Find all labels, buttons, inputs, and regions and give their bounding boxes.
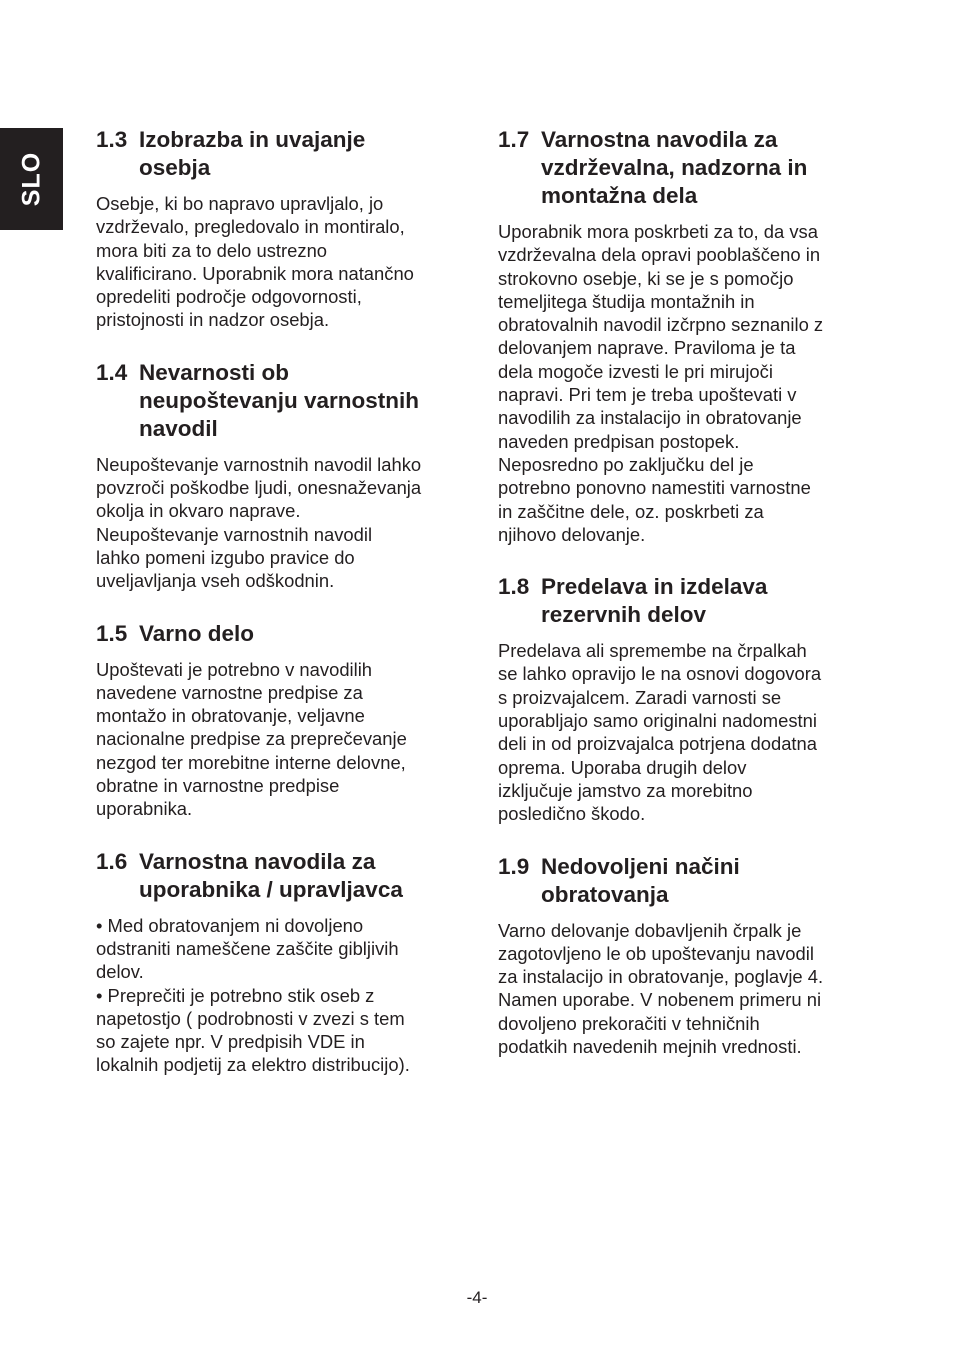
body-line: Uporabnik mora poskrbeti za to, da vsa [498,221,818,242]
title-line: osebja [139,155,211,180]
body-line: uveljavljanja vseh odškodnin. [96,570,335,592]
section-number: 1.5 [96,620,128,646]
body-line: strokovno osebje, ki se je s pomočjo [498,267,794,289]
body-line: napravi. Pri tem je treba upoštevati v [498,384,797,406]
title-line: Varnostna navodila za [139,848,376,874]
right-column [498,126,860,1085]
section-heading [498,126,860,210]
section-1-7 [498,126,860,546]
body-line: uporabljajo samo originalni nadomestni [498,710,817,732]
section-body [96,453,461,593]
body-line: lahko pomeni izgubo pravice do [96,546,355,568]
body-line: se lahko opravijo le na osnovi dogovora [498,663,822,685]
section-title [541,126,860,210]
section-heading [96,126,461,182]
section-body [498,220,860,546]
page-number: -4- [466,1288,488,1307]
title-line: neupoštevanju varnostnih [139,387,420,413]
body-line: izključuje jamstvo za morebitno [498,779,753,801]
body-line: pristojnosti in nadzor osebja. [96,309,330,331]
section-body [96,658,461,821]
body-line: navedene varnostne predpise za [96,681,363,703]
section-1-5 [96,620,461,821]
section-title [139,359,461,443]
body-line: dovoljeno prekoračiti v tehničnih [498,1012,760,1034]
body-line: montažo in obratovanje, veljavne [96,705,365,727]
body-line: obratne in varnostne predpise [96,775,340,797]
body-line: nezgod ter morebitne interne delovne, [96,751,406,773]
body-line: obratovalnih navodil izčrpno seznanilo z [498,314,824,336]
body-line: Upoštevati je potrebno v navodilih [96,658,373,680]
body-line: kvalificirano. Uporabnik mora natančno [96,262,414,284]
body-line: njihovo delovanje. [498,523,646,545]
body-line: opredeliti področje odgovornosti, [96,286,362,308]
body-line: vzdrževalo, pregledovalo in montiralo, [96,216,405,238]
title-line: rezervnih delov [541,602,707,628]
body-line: zagotovljeno le ob upoštevanju navodil [498,942,814,964]
section-title [541,573,860,629]
body-line: s proizvajalcem. Zaradi varnosti se [498,686,782,708]
section-heading [96,620,461,648]
body-line: Osebje, ki bo napravo upravljalo, jo [96,193,384,214]
body-line: Neupoštevanje varnostnih navodil [96,523,373,545]
section-body [96,192,461,332]
title-line: montažna dela [541,183,698,208]
body-line: deli in od proizvajalca potrjena dodatna [498,733,817,755]
title-line: obratovanja [541,881,669,907]
body-line: podatkih navedenih mejnih vrednosti. [498,1036,802,1058]
section-title [139,848,461,904]
body-line: potrebno ponovno namestiti varnostne [498,477,811,499]
language-tab-label: SLO [17,151,45,207]
title-line: vzdrževalna, nadzorna in [541,155,808,180]
body-line: za instalacijo in obratovanje, poglavje 4. [498,966,824,988]
section-1-9 [498,853,860,1059]
body-line: Varno delovanje dobavljenih črpalk je [498,919,802,941]
title-line: uporabnika / upravljavca [139,876,403,902]
section-heading [96,359,461,443]
section-1-6 [96,848,461,1077]
body-line: mora biti za to delo ustrezno [96,239,328,261]
left-column [96,126,461,1104]
title-line: Varno delo [139,620,255,646]
body-line: delov. [96,961,144,983]
body-line: dela mogoče izvesti le pri mirujoči [498,360,773,382]
section-title [139,126,461,182]
body-line: oprema. Uporaba drugih delov [498,756,747,778]
section-number: 1.4 [96,359,128,385]
section-1-4 [96,359,461,593]
section-body [96,914,461,1077]
section-1-8 [498,573,860,825]
title-line: navodil [139,415,218,441]
body-line: naveden predpisan postopek. [498,430,740,452]
body-line: Predelava ali spremembe na črpalkah [498,640,807,662]
body-line: nacionalne predpise za preprečevanje [96,728,407,750]
body-line: povzroči poškodbe ljudi, onesnaževanja [96,477,422,499]
section-number: 1.9 [498,853,530,879]
title-line: Predelava in izdelava [541,574,768,600]
body-line: Namen uporabe. V nobenem primeru ni [498,989,822,1011]
body-line: Neposredno po zaključku del je [498,453,754,475]
section-heading [96,848,461,904]
section-number: 1.3 [96,127,128,152]
body-line: napetostjo ( podrobnosti v zvezi s tem [96,1007,405,1029]
section-heading [498,853,860,909]
section-1-3 [96,126,461,332]
body-line: delovanjem naprave. Praviloma je ta [498,337,796,359]
title-line: Nedovoljeni načini [541,853,740,879]
body-line: lokalnih podjetij za elektro distribucijo). [96,1054,410,1076]
section-heading [498,573,860,629]
section-title [139,620,461,648]
title-line: Varnostna navodila za [541,127,778,152]
body-line: okolja in okvaro naprave. [96,500,301,522]
title-line: Nevarnosti ob [139,359,290,385]
body-line: vzdrževalna dela opravi pooblaščeno in [498,244,821,266]
body-line: navodilih za instalacijo in obratovanje [498,407,802,429]
section-body [498,919,860,1059]
body-line: Neupoštevanje varnostnih navodil lahko [96,453,422,475]
body-line: • Preprečiti je potrebno stik oseb z [96,984,375,1006]
section-number: 1.6 [96,848,128,874]
body-line: so zajete npr. V predpisih VDE in [96,1031,365,1053]
body-line: • Med obratovanjem ni dovoljeno [96,914,364,936]
language-tab [0,128,63,230]
title-line: Izobrazba in uvajanje [139,127,366,152]
section-body [498,639,860,825]
body-line: uporabnika. [96,798,193,820]
section-title [541,853,860,909]
body-line: temeljitega študija montažnih in [498,290,755,312]
section-number: 1.8 [498,574,530,600]
body-line: in zaščitne dele, oz. poskrbeti za [498,500,764,522]
body-line: odstraniti nameščene zaščite gibljivih [96,937,399,959]
body-line: posledično škodo. [498,803,646,825]
section-number: 1.7 [498,127,530,152]
